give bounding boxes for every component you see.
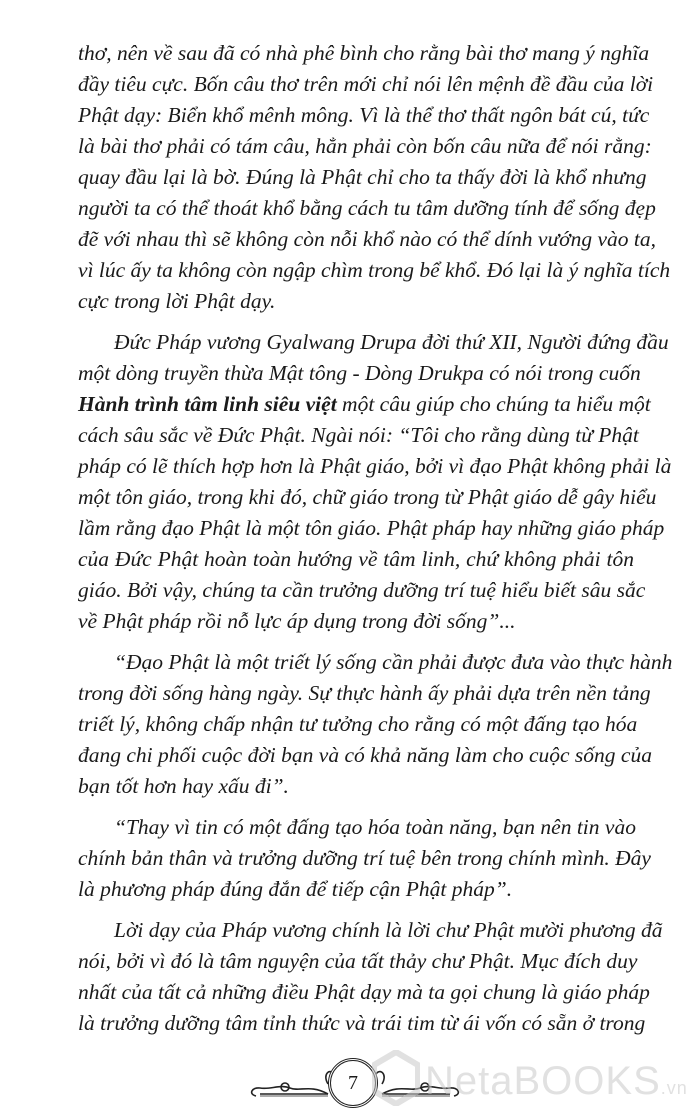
text-line <box>78 389 651 420</box>
text-line: lầm rằng đạo Phật là một tôn giáo. Phật pháp hay những giáo pháp <box>78 516 665 540</box>
watermark-brand: NetaBOOKS <box>425 1059 661 1103</box>
watermark-suffix: .vn <box>660 1078 688 1098</box>
text-line: cách sâu sắc về Đức Phật. Ngài nói: “Tôi cho rằng dùng từ Phật <box>78 423 639 447</box>
text-line: là bài thơ phải có tám câu, hẳn phải còn bốn câu nữa để nói rằng: <box>78 134 652 158</box>
text-line: “Đạo Phật là một triết lý sống cần phải được đưa vào thực hành <box>114 650 673 674</box>
text-line: là trưởng dưỡng tâm tỉnh thức và trái tim từ ái vốn có sẵn ở trong <box>78 1011 646 1035</box>
text-line: đẽ với nhau thì sẽ không còn nỗi khổ nào có thể dính vướng vào ta, <box>78 227 657 251</box>
text-line: Đức Pháp vương Gyalwang Drupa đời thứ XII, Người đứng đầu <box>114 330 669 354</box>
paragraph <box>78 327 672 637</box>
paragraph <box>78 38 671 317</box>
text-span: một câu giúp cho chúng ta hiểu một <box>336 392 651 416</box>
book-title: Hành trình tâm linh siêu việt <box>78 392 337 416</box>
text-line: thơ, nên về sau đã có nhà phê bình cho rằng bài thơ mang ý nghĩa <box>78 41 650 65</box>
text-line: của Đức Phật hoàn toàn hướng về tâm linh, chứ không phải tôn <box>78 547 634 571</box>
text-line: triết lý, không chấp nhận tư tưởng cho rằng có một đấng tạo hóa <box>78 712 638 736</box>
netabooks-logo-icon <box>372 1050 420 1106</box>
paragraph <box>78 915 663 1039</box>
text-line: bạn tốt hơn hay xấu đi”. <box>78 774 289 798</box>
text-line: “Thay vì tin có một đấng tạo hóa toàn năng, bạn nên tin vào <box>114 815 636 839</box>
text-line: pháp có lẽ thích hợp hơn là Phật giáo, bởi vì đạo Phật không phải là <box>78 454 672 478</box>
text-line: đang chi phối cuộc đời bạn và có khả năng làm cho cuộc sống của <box>78 743 652 767</box>
text-line: quay đầu lại là bờ. Đúng là Phật chỉ cho ta thấy đời là khổ nhưng <box>78 165 647 189</box>
watermark <box>425 1059 688 1104</box>
text-line: về Phật pháp rồi nỗ lực áp dụng trong đời sống”... <box>78 609 516 633</box>
text-line: chính bản thân và trưởng dưỡng trí tuệ bên trong chính mình. Đây <box>78 846 651 870</box>
text-line: nhất của tất cả những điều Phật dạy mà ta gọi chung là giáo pháp <box>78 980 650 1004</box>
text-line: giáo. Bởi vậy, chúng ta cần trưởng dưỡng trí tuệ hiểu biết sâu sắc <box>78 578 646 602</box>
page-body <box>78 38 673 1039</box>
text-line: một dòng truyền thừa Mật tông - Dòng Drukpa có nói trong cuốn <box>78 361 641 385</box>
text-line: nói, bởi vì đó là tâm nguyện của tất thảy chư Phật. Mục đích duy <box>78 949 638 973</box>
text-line: cực trong lời Phật dạy. <box>78 289 276 313</box>
text-line: Phật dạy: Biển khổ mênh mông. Vì là thể thơ thất ngôn bát cú, tức <box>78 103 650 127</box>
text-line: Lời dạy của Pháp vương chính là lời chư Phật mười phương đã <box>114 918 663 942</box>
text-line: đầy tiêu cực. Bốn câu thơ trên mới chỉ nói lên mệnh đề đầu của lời <box>78 72 654 96</box>
paragraph <box>78 647 673 802</box>
text-line: người ta có thể thoát khổ bằng cách tu tâm dưỡng tính để sống đẹp <box>78 196 656 220</box>
paragraph <box>78 812 651 905</box>
text-line: một tôn giáo, trong khi đó, chữ giáo trong từ Phật giáo dễ gây hiểu <box>78 485 657 509</box>
text-line: trong đời sống hàng ngày. Sự thực hành ấy phải dựa trên nền tảng <box>78 681 651 705</box>
text-line: vì lúc ấy ta không còn ngập chìm trong bể khổ. Đó lại là ý nghĩa tích <box>78 258 671 282</box>
text-line: là phương pháp đúng đắn để tiếp cận Phật pháp”. <box>78 877 513 901</box>
page-number: 7 <box>328 1058 378 1108</box>
